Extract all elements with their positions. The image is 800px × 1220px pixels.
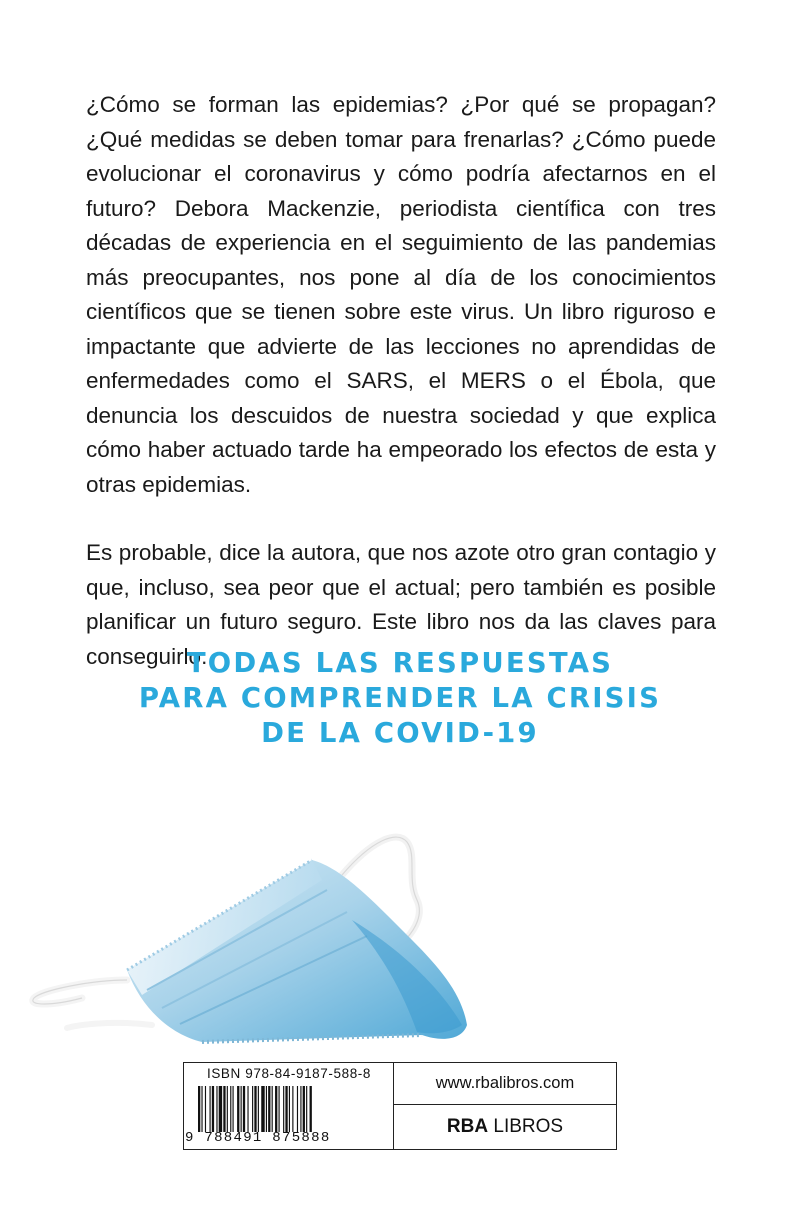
publisher-name-rest: LIBROS	[488, 1116, 564, 1137]
barcode-digits: 9 788491 875888	[185, 1130, 331, 1146]
back-cover-blurb	[86, 88, 716, 674]
publisher-panel	[394, 1063, 616, 1149]
publisher-website: www.rbalibros.com	[394, 1063, 616, 1105]
tagline-line-3: DE LA COVID-19	[261, 717, 539, 749]
blurb-paragraph-1: ¿Cómo se forman las epidemias? ¿Por qué se propagan? ¿Qué medidas se deben tomar para frenarlas? ¿Cómo puede evolucionar el coronavirus y cómo podría afectarnos en el futuro? Debora Mackenzie, periodista científica con tres décadas de experiencia en el seguimiento de las pandemias más preocupantes, nos pone al día de los conocimientos científicos que se tienen sobre este virus. Un libro riguroso e impactante que advierte de las lecciones no aprendidas de enfermedades como el SARS, el MERS o el Ébola, que denuncia los descuidos de nuestra sociedad y que explica cómo haber actuado tarde ha empeorado los efectos de esta y otras epidemias.	[86, 92, 716, 497]
tagline-line-2: PARA COMPRENDER LA CRISIS	[138, 682, 662, 714]
isbn-label: ISBN 978-84-9187-588-8	[206, 1066, 372, 1081]
publisher-name	[394, 1105, 616, 1149]
barcode-panel	[184, 1063, 394, 1149]
tagline	[0, 646, 800, 751]
blurb-paragraph-2: Es probable, dice la autora, que nos azote otro gran contagio y que, incluso, sea peor que el actual; pero también es posible planificar un futuro seguro. Este libro nos da las claves para conseguirlo.	[86, 540, 716, 669]
surgical-mask-image	[22, 820, 492, 1060]
tagline-line-1: TODAS LAS RESPUESTAS	[186, 647, 614, 679]
barcode-bars	[198, 1086, 383, 1132]
barcode-box	[183, 1062, 617, 1150]
publisher-name-bold: RBA	[446, 1116, 489, 1137]
